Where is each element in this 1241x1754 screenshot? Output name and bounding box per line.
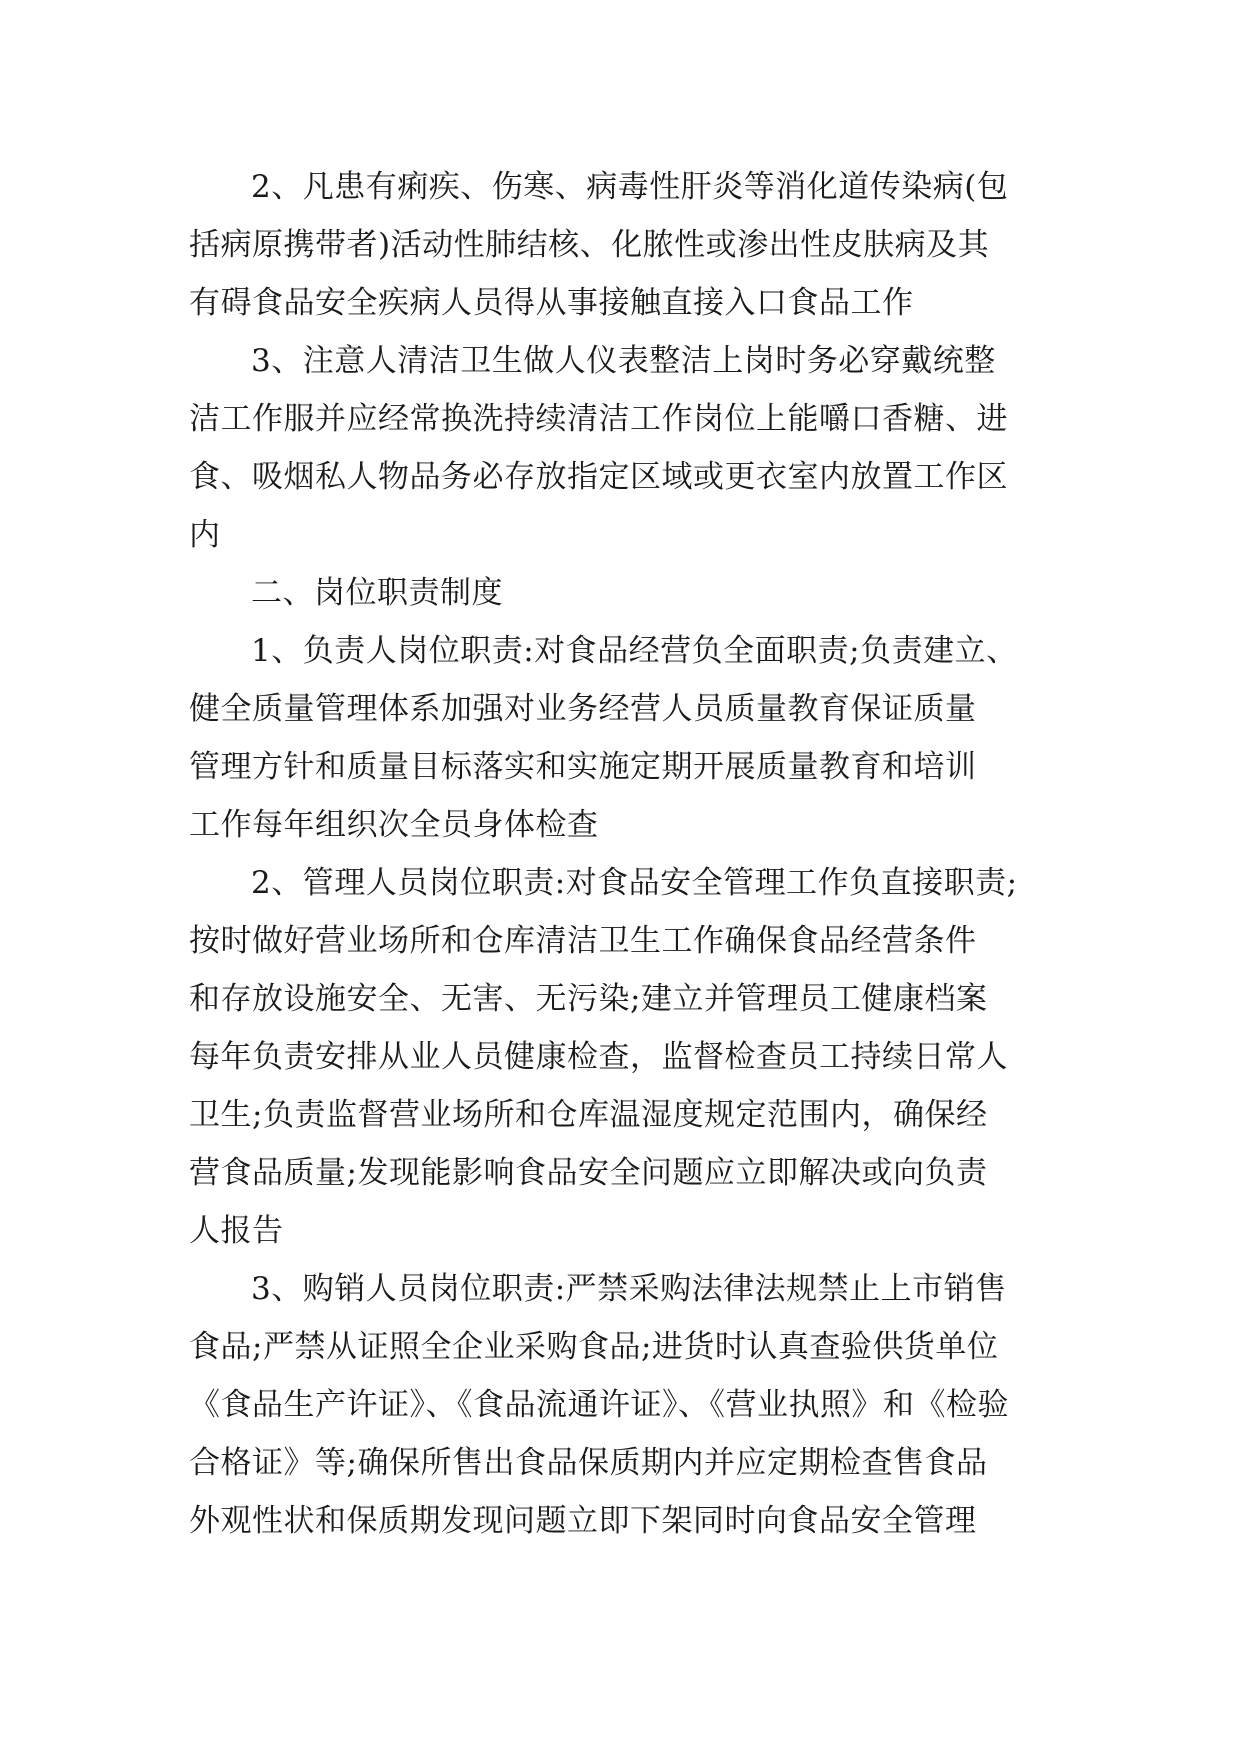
duty-3-line-3: 《食品生产许证》、《食品流通许证》、《营业执照》和《检验 [189, 1387, 1009, 1423]
duty-1-line-4: 工作每年组织次全员身体检查 [189, 807, 599, 843]
paragraph-item-3-line-3: 食、吸烟私人物品务必存放指定区域或更衣室内放置工作区 [189, 459, 1008, 495]
paragraph-item-3-line-1: 3、注意人清洁卫生做人仪表整洁上岗时务必穿戴统整 [251, 343, 996, 379]
duty-2-line-2: 按时做好营业场所和仓库清洁卫生工作确保食品经营条件 [189, 923, 977, 959]
paragraph-item-2-line-3: 有碍食品安全疾病人员得从事接触直接入口食品工作 [189, 285, 914, 321]
duty-2-line-3: 和存放设施安全、无害、无污染;建立并管理员工健康档案 [189, 981, 988, 1017]
section-heading: 二、岗位职责制度 [251, 575, 503, 611]
duty-2-line-5: 卫生;负责监督营业场所和仓库温湿度规定范围内，确保经 [189, 1097, 988, 1133]
document-body [189, 158, 1069, 1550]
duty-1-line-1: 1、负责人岗位职责:对食品经营负全面职责;负责建立、 [251, 633, 1018, 669]
duty-2-line-7: 人报告 [189, 1213, 284, 1249]
paragraph-item-3-line-4: 内 [189, 517, 221, 553]
paragraph-item-2-line-2: 括病原携带者)活动性肺结核、化脓性或渗出性皮肤病及其 [189, 227, 990, 263]
duty-1-line-2: 健全质量管理体系加强对业务经营人员质量教育保证质量 [189, 691, 977, 727]
duty-2-line-4: 每年负责安排从业人员健康检查，监督检查员工持续日常人 [189, 1039, 1008, 1075]
paragraph-item-2-line-1: 2、凡患有痢疾、伤寒、病毒性肝炎等消化道传染病(包 [251, 169, 1009, 205]
duty-2-line-1: 2、管理人员岗位职责:对食品安全管理工作负直接职责; [251, 865, 1018, 901]
duty-3-line-4: 合格证》等;确保所售出食品保质期内并应定期检查售食品 [189, 1445, 988, 1481]
paragraph-item-3-line-2: 洁工作服并应经常换洗持续清洁工作岗位上能嚼口香糖、进 [189, 401, 1008, 437]
duty-3-line-2: 食品;严禁从证照全企业采购食品;进货时认真查验供货单位 [189, 1329, 999, 1365]
duty-1-line-3: 管理方针和质量目标落实和实施定期开展质量教育和培训 [189, 749, 977, 785]
duty-2-line-6: 营食品质量;发现能影响食品安全问题应立即解决或向负责 [189, 1155, 988, 1191]
duty-3-line-1: 3、购销人员岗位职责:严禁采购法律法规禁止上市销售 [251, 1271, 1007, 1307]
duty-3-line-5: 外观性状和保质期发现问题立即下架同时向食品安全管理 [189, 1503, 977, 1539]
